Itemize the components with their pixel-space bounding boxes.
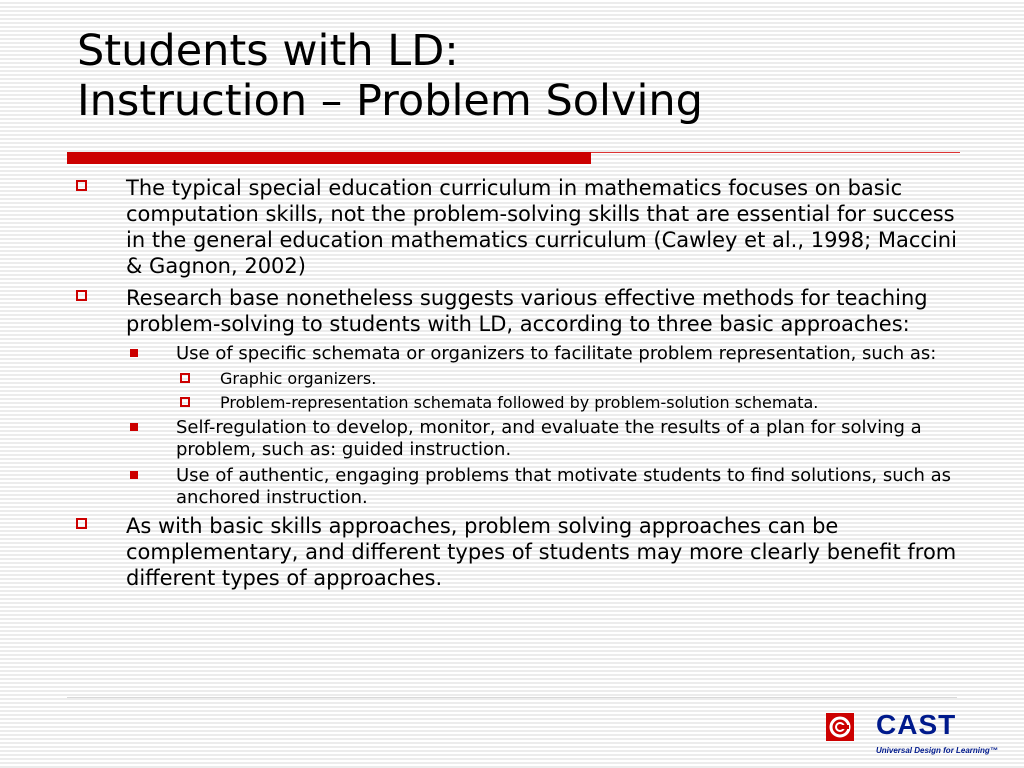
sub-sub-bullet-text: Problem-representation schemata followed by problem-solution schemata. <box>220 393 819 412</box>
bullet-item <box>76 285 966 337</box>
sub-bullet-item <box>76 465 966 509</box>
sub-bullet-text: Use of authentic, engaging problems that motivate students to find solutions, such as anchored instruction. <box>176 465 952 508</box>
cast-logo-mark-icon <box>826 713 854 741</box>
logo-name: CAST <box>876 709 957 740</box>
sub-bullet-item <box>76 417 966 461</box>
hollow-square-bullet-icon <box>76 180 87 191</box>
sub-sub-bullet-text: Graphic organizers. <box>220 369 377 388</box>
bullet-text: As with basic skills approaches, problem solving approaches can be complementary, and different types of students may more clearly benefit from different types of approaches. <box>126 514 957 590</box>
title-line-2: Instruction – Problem Solving <box>77 76 703 126</box>
sub-bullet-text: Self-regulation to develop, monitor, and evaluate the results of a plan for solving a problem, such as: guided instruction. <box>176 417 922 460</box>
sub-bullet-item <box>76 343 966 365</box>
sub-sub-bullet-item <box>76 393 966 413</box>
cast-logo <box>826 709 998 762</box>
hollow-square-bullet-icon <box>76 290 87 301</box>
title-underline-red <box>67 152 591 164</box>
footer-divider <box>67 697 957 698</box>
sub-sub-bullet-item <box>76 369 966 389</box>
hollow-square-bullet-icon <box>180 373 190 383</box>
bullet-item <box>76 175 966 279</box>
sub-bullet-text: Use of specific schemata or organizers to facilitate problem representation, such as: <box>176 343 937 364</box>
title-underline-thin <box>591 152 960 153</box>
title-line-1: Students with LD: <box>77 26 459 76</box>
bullet-item <box>76 513 966 591</box>
logo-tagline: Universal Design for Learning™ <box>876 746 998 755</box>
bullet-text: The typical special education curriculum in mathematics focuses on basic computation skills, not the problem-solving skills that are essential for success in the general education mathematics curriculum (Cawley et al., 1998; Maccini & Gagnon, 2002) <box>126 176 957 278</box>
bullet-text: Research base nonetheless suggests various effective methods for teaching problem-solving to students with LD, according to three basic approaches: <box>126 286 928 336</box>
hollow-square-bullet-icon <box>180 397 190 407</box>
filled-square-bullet-icon <box>130 423 138 431</box>
filled-square-bullet-icon <box>130 349 138 357</box>
slide-title <box>77 26 703 126</box>
bullet-list <box>76 175 966 597</box>
hollow-square-bullet-icon <box>76 518 87 529</box>
filled-square-bullet-icon <box>130 471 138 479</box>
